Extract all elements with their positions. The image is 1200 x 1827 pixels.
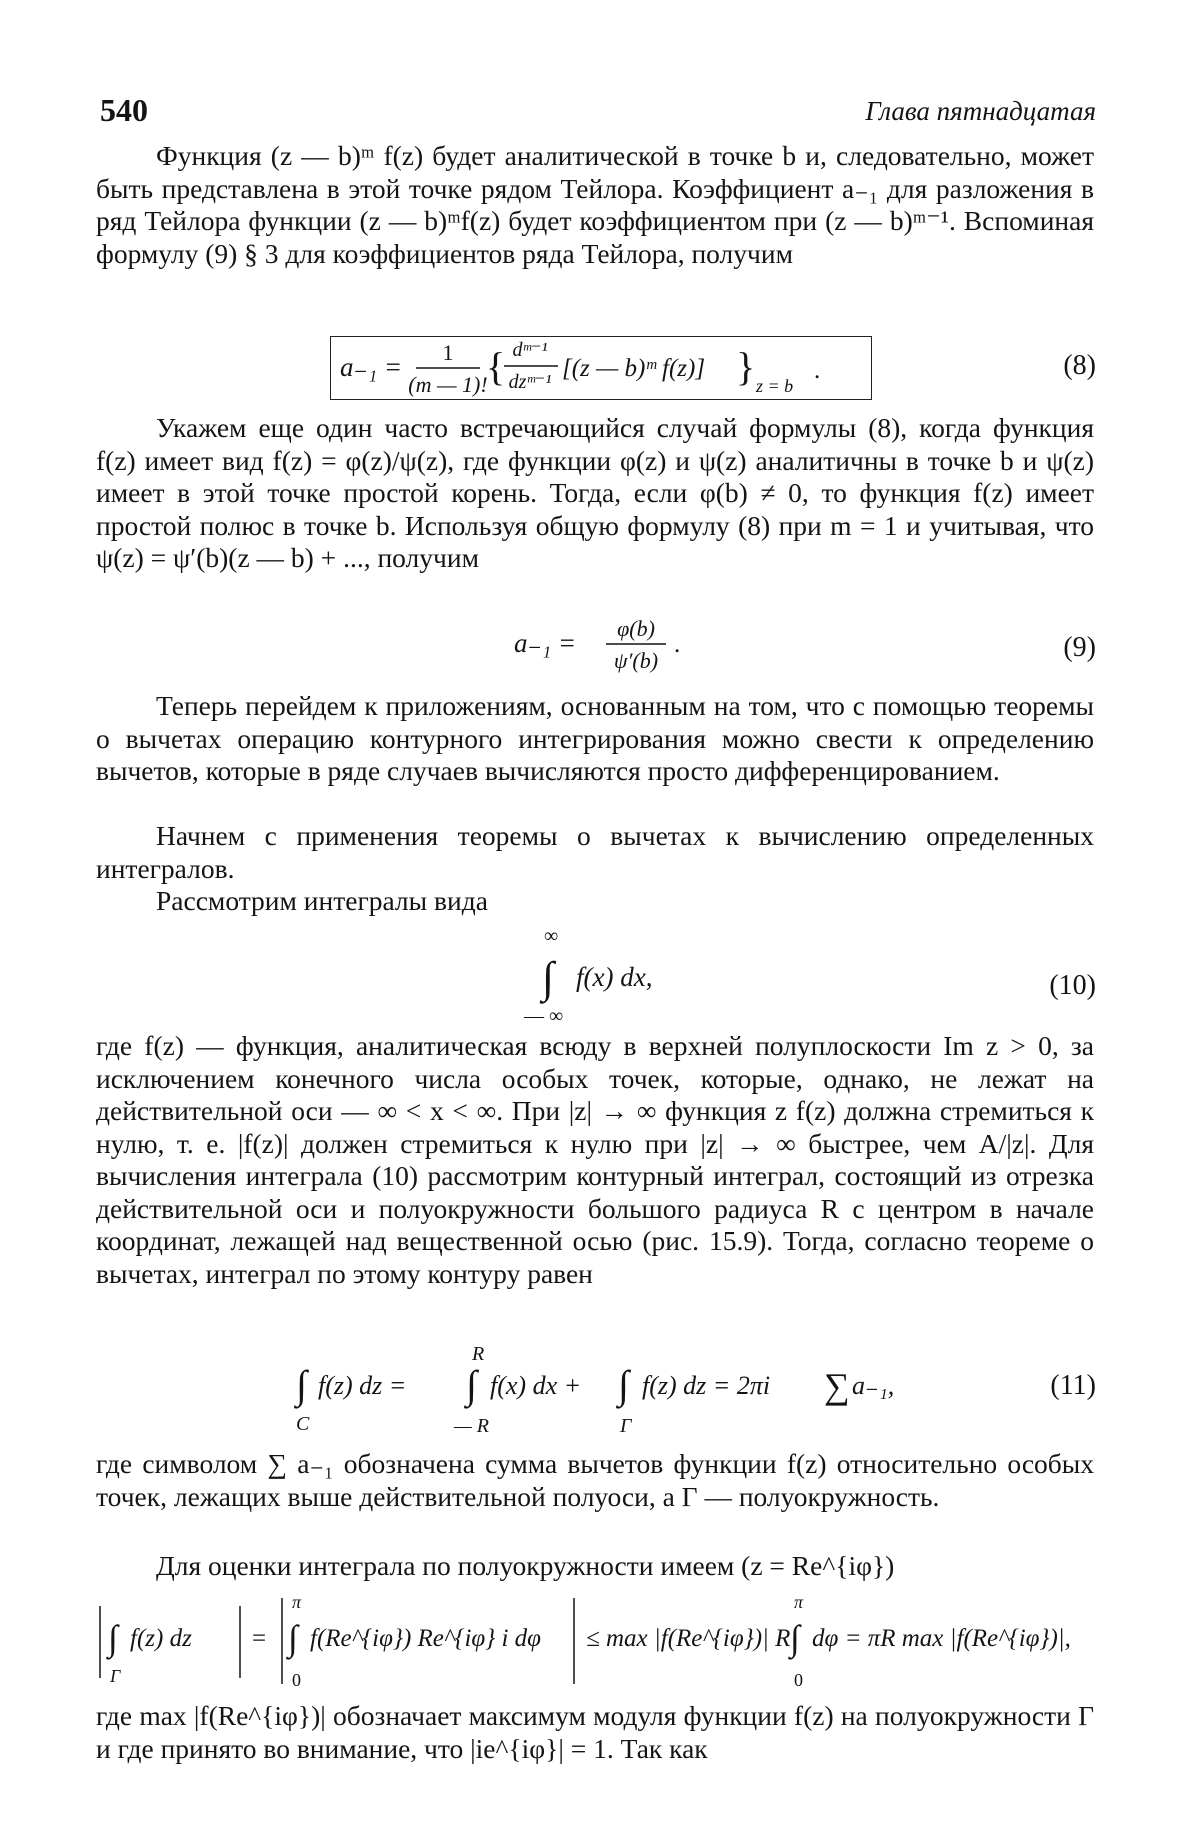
est-eq: = bbox=[252, 1625, 267, 1652]
page-number: 540 bbox=[100, 92, 148, 128]
eq11-number: (11) bbox=[1050, 1370, 1096, 1401]
chapter-title: Глава пятнадцатая bbox=[865, 96, 1096, 126]
eq8-sub: z = b bbox=[756, 376, 794, 396]
paragraph-1: Функция (z — b)ᵐ f(z) будет аналитической в точке b и, следовательно, может быть представлена в этой точке рядом Тейлора. Коэффициент a₋₁ для разложения в ряд Тейлора функции (z — b)ᵐf(z) будет коэффициентом при (z — b)ᵐ⁻¹. Вспоминая формулу (9) § 3 для коэффициентов ряда Тейлора, получим bbox=[96, 140, 1094, 269]
eq8-num: 1 bbox=[442, 340, 454, 365]
est-low: 0 bbox=[292, 1670, 301, 1690]
eq10-number: (10) bbox=[1049, 970, 1096, 1001]
eq8-dnum: dᵐ⁻¹ bbox=[512, 339, 548, 361]
eq9-den: ψ′(b) bbox=[613, 648, 659, 673]
eq8-dden: dzᵐ⁻¹ bbox=[508, 371, 552, 393]
eq9-lhs: a₋₁ = bbox=[514, 628, 577, 658]
paragraph-2: Укажем еще один часто встречающийся случай формулы (8), когда функция f(z) имеет вид f(z) = φ(z)/ψ(z), где функции φ(z) и ψ(z) аналитичны в точке b и ψ(z) имеет в этой точке простой корень. Тогда, если φ(b) ≠ 0, то функция f(z) имеет простой полюс в точке b. Используя общую формулу (8) при m = 1 и учитывая, что ψ(z) = ψ′(b)(z — b) + ..., получим bbox=[96, 412, 1094, 573]
eq8-brace-close: } bbox=[736, 344, 756, 389]
eq11-t4: a₋₁, bbox=[852, 1371, 895, 1400]
est-up2: π bbox=[794, 1592, 804, 1612]
paragraph-3: Теперь перейдем к приложениям, основанным на том, что с помощью теоремы о вычетах операцию контурного интегрирования можно свести к определению вычетов, которые в ряде случаев вычисляются просто дифференцированием. bbox=[96, 690, 1094, 786]
eq11-int2: ∫ bbox=[466, 1362, 477, 1407]
est-int3: ∫ bbox=[790, 1618, 800, 1658]
equation-9 bbox=[514, 610, 714, 680]
equation-estimate bbox=[96, 1592, 1096, 1692]
eq9-num: φ(b) bbox=[617, 616, 655, 641]
paragraph-4: Начнем с применения теоремы о вычетах к вычислению определенных интегралов. bbox=[96, 820, 1094, 884]
est-int1: ∫ bbox=[108, 1618, 118, 1658]
eq11-int3: ∫ bbox=[618, 1362, 629, 1407]
equation-11 bbox=[296, 1342, 936, 1442]
est-t3: ≤ max |f(Re^{iφ})| R bbox=[586, 1625, 791, 1652]
est-t1: f(z) dz bbox=[130, 1625, 192, 1652]
eq8-den: (m — 1)! bbox=[408, 372, 488, 397]
eq9-tail: . bbox=[674, 631, 681, 658]
eq11-t1: f(z) dz = bbox=[318, 1371, 407, 1400]
eq11-t3sub: Γ bbox=[620, 1415, 632, 1437]
eq10-lower: — ∞ bbox=[524, 1005, 564, 1027]
equation-8 bbox=[336, 330, 866, 402]
eq10-body: f(x) dx, bbox=[576, 962, 653, 992]
eq11-int1: ∫ bbox=[296, 1362, 307, 1407]
eq8-tail: . bbox=[814, 357, 821, 384]
eq11-t2low: — R bbox=[454, 1415, 489, 1437]
eq10-integral: ∫ bbox=[542, 953, 555, 1002]
eq11-t2up: R bbox=[472, 1343, 485, 1365]
est-t4: dφ = πR max |f(Re^{iφ})|, bbox=[812, 1625, 1071, 1652]
est-t2: f(Re^{iφ}) Re^{iφ} i dφ bbox=[310, 1625, 541, 1652]
equation-10 bbox=[520, 920, 740, 1030]
eq11-sum: ∑ bbox=[824, 1366, 850, 1406]
eq8-brace-open: { bbox=[486, 344, 506, 389]
eq11-t2: f(x) dx + bbox=[490, 1371, 582, 1400]
est-up: π bbox=[292, 1592, 302, 1612]
paragraph-9: где max |f(Re^{iφ})| обозначает максимум модуля функции f(z) на полуокружности Γ и где принято во внимание, что |ie^{iφ}| = 1. Так как bbox=[96, 1700, 1094, 1764]
eq10-upper: ∞ bbox=[544, 925, 559, 947]
est-low2: 0 bbox=[794, 1670, 803, 1690]
eq8-lhs: a₋₁ = bbox=[340, 352, 403, 382]
paragraph-6: где f(z) — функция, аналитическая всюду в верхней полуплоскости Im z > 0, за исключением конечного числа особых точек, которые, однако, не лежат на действительной оси — ∞ < x < ∞. При |z| → ∞ функция z f(z) должна стремиться к нулю, т. е. |f(z)| должен стремиться к нулю при |z| → ∞ быстрее, чем A/|z|. Для вычисления интеграла (10) рассмотрим контурный интеграл, состоящий из отрезка действительной оси и полуокружности большого радиуса R с центром в начале координат, лежащей над вещественной осью (рис. 15.9). Тогда, согласно теореме о вычетах, интеграл по этому контуру равен bbox=[96, 1030, 1094, 1289]
eq8-body: [(z — b)ᵐ f(z)] bbox=[562, 355, 706, 382]
eq11-t1sub: C bbox=[296, 1413, 310, 1435]
paragraph-7: где символом ∑ a₋₁ обозначена сумма вычетов функции f(z) относительно особых точек, лежащих выше действительной полуоси, а Γ — полуокружность. bbox=[96, 1448, 1094, 1512]
eq11-t3: f(z) dz = 2πi bbox=[642, 1371, 771, 1400]
paragraph-8: Для оценки интеграла по полуокружности имеем (z = Re^{iφ}) bbox=[156, 1550, 895, 1581]
eq8-number: (8) bbox=[1063, 350, 1096, 381]
eq9-number: (9) bbox=[1063, 632, 1096, 663]
est-t1sub: Γ bbox=[110, 1666, 121, 1686]
paragraph-5: Рассмотрим интегралы вида bbox=[156, 885, 488, 916]
est-int2: ∫ bbox=[288, 1618, 298, 1658]
